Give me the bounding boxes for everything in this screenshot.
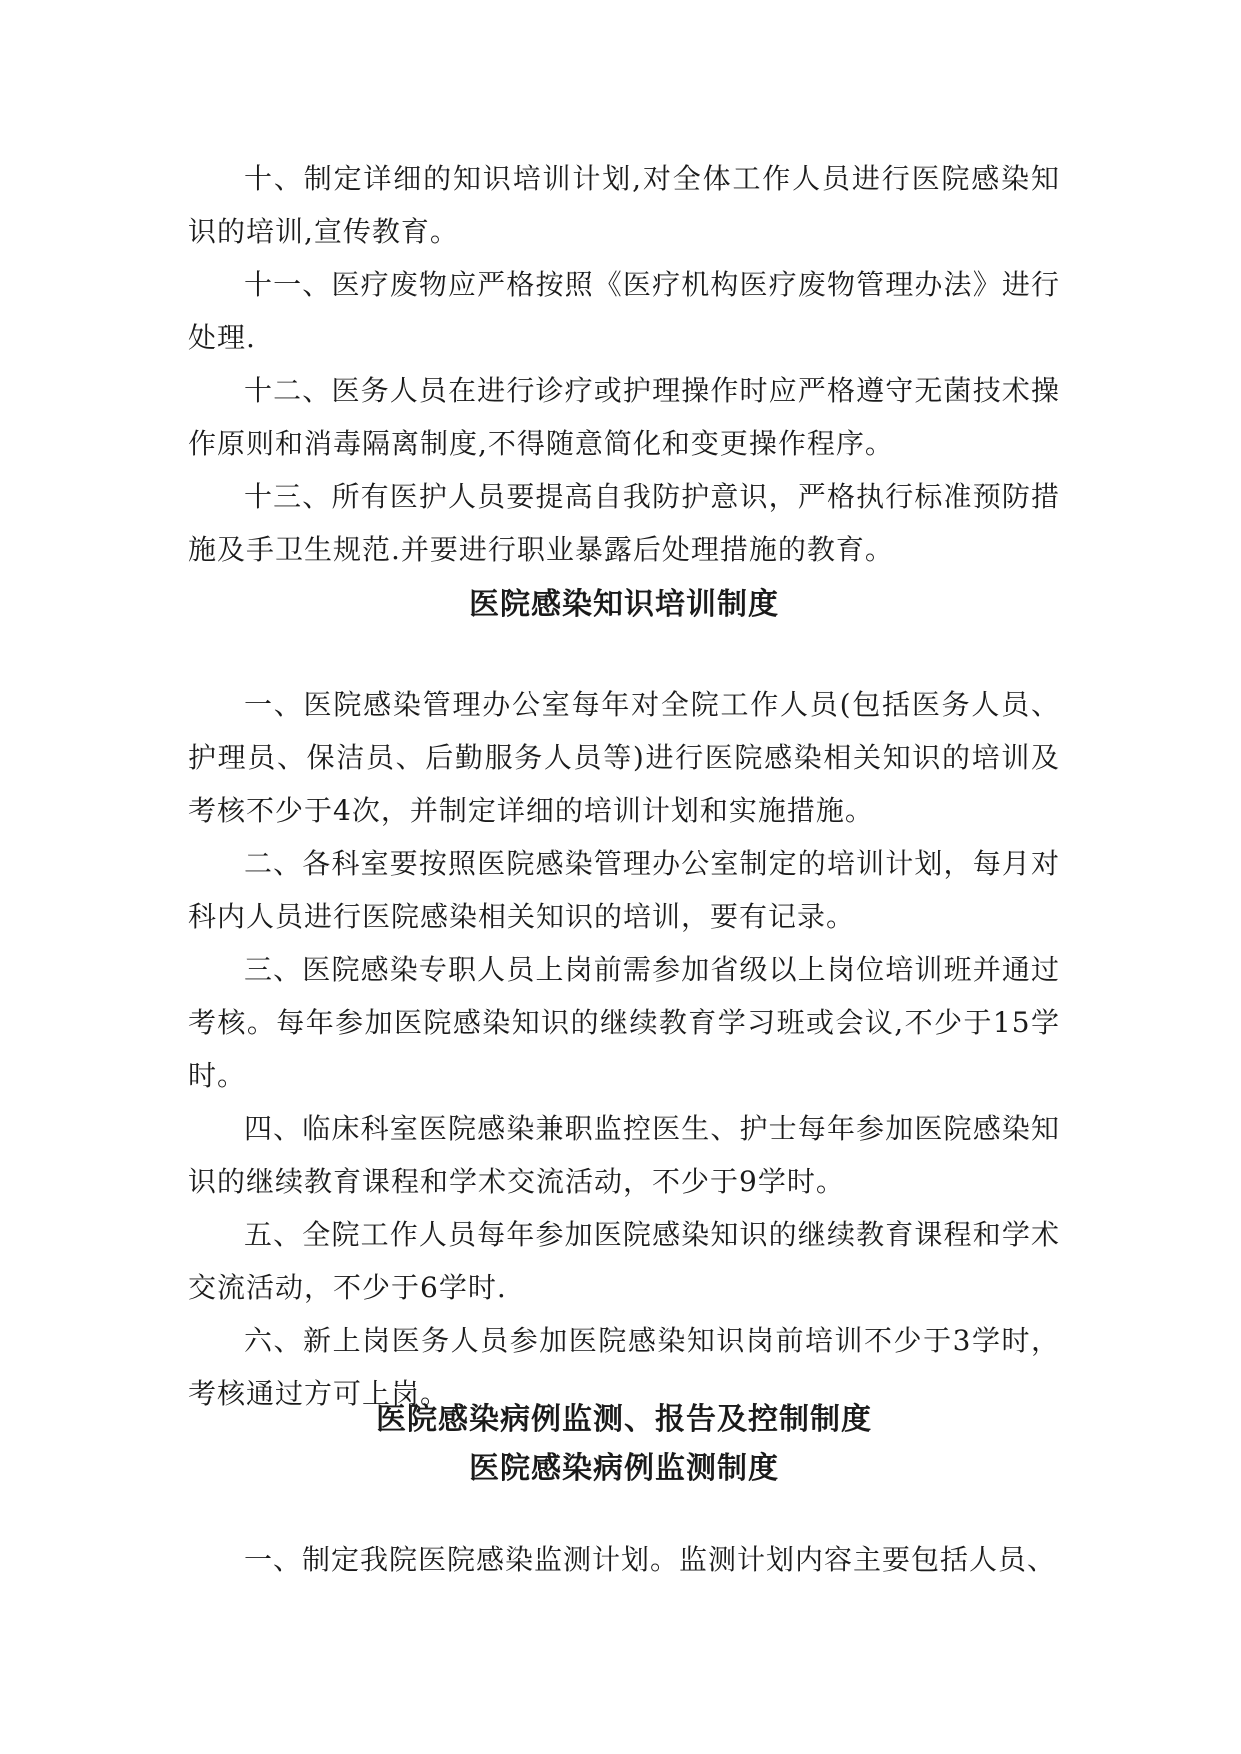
section-heading-monitoring: 医院感染病例监测、报告及控制制度 xyxy=(376,1402,872,1437)
section-1-body xyxy=(188,152,1060,576)
paragraph-11: 十一、医疗废物应严格按照《医疗机构医疗废物管理办法》进行处理. xyxy=(188,268,1060,354)
section-heading-training: 医院感染知识培训制度 xyxy=(469,587,779,622)
training-paragraph-1: 一、医院感染管理办公室每年对全院工作人员(包括医务人员、护理员、保洁员、后勤服务人员等)进行医院感染相关知识的培训及考核不少于4次，并制定详细的培训计划和实施措施。 xyxy=(188,688,1060,827)
paragraph-10: 十、制定详细的知识培训计划,对全体工作人员进行医院感染知识的培训,宣传教育。 xyxy=(188,162,1060,248)
section-3-body xyxy=(188,1533,1060,1586)
training-paragraph-6: 六、新上岗医务人员参加医院感染知识岗前培训不少于3学时，考核通过方可上岗。 xyxy=(188,1324,1060,1410)
training-paragraph-4: 四、临床科室医院感染兼职监控医生、护士每年参加医院感染知识的继续教育课程和学术交流活动，不少于9学时。 xyxy=(188,1112,1060,1198)
paragraph-13: 十三、所有医护人员要提高自我防护意识，严格执行标准预防措施及手卫生规范.并要进行职业暴露后处理措施的教育。 xyxy=(188,480,1060,566)
monitoring-paragraph-1: 一、制定我院医院感染监测计划。监测计划内容主要包括人员、 xyxy=(244,1543,1057,1576)
section-2-body xyxy=(188,678,1060,1420)
training-paragraph-2: 二、各科室要按照医院感染管理办公室制定的培训计划，每月对科内人员进行医院感染相关知识的培训，要有记录。 xyxy=(188,847,1060,933)
paragraph-12: 十二、医务人员在进行诊疗或护理操作时应严格遵守无菌技术操作原则和消毒隔离制度,不得随意简化和变更操作程序。 xyxy=(188,374,1060,460)
training-paragraph-3: 三、医院感染专职人员上岗前需参加省级以上岗位培训班并通过考核。每年参加医院感染知识的继续教育学习班或会议,不少于15学时。 xyxy=(188,953,1060,1092)
training-paragraph-5: 五、全院工作人员每年参加医院感染知识的继续教育课程和学术交流活动，不少于6学时. xyxy=(188,1218,1060,1304)
section-subheading-monitoring: 医院感染病例监测制度 xyxy=(469,1451,779,1486)
